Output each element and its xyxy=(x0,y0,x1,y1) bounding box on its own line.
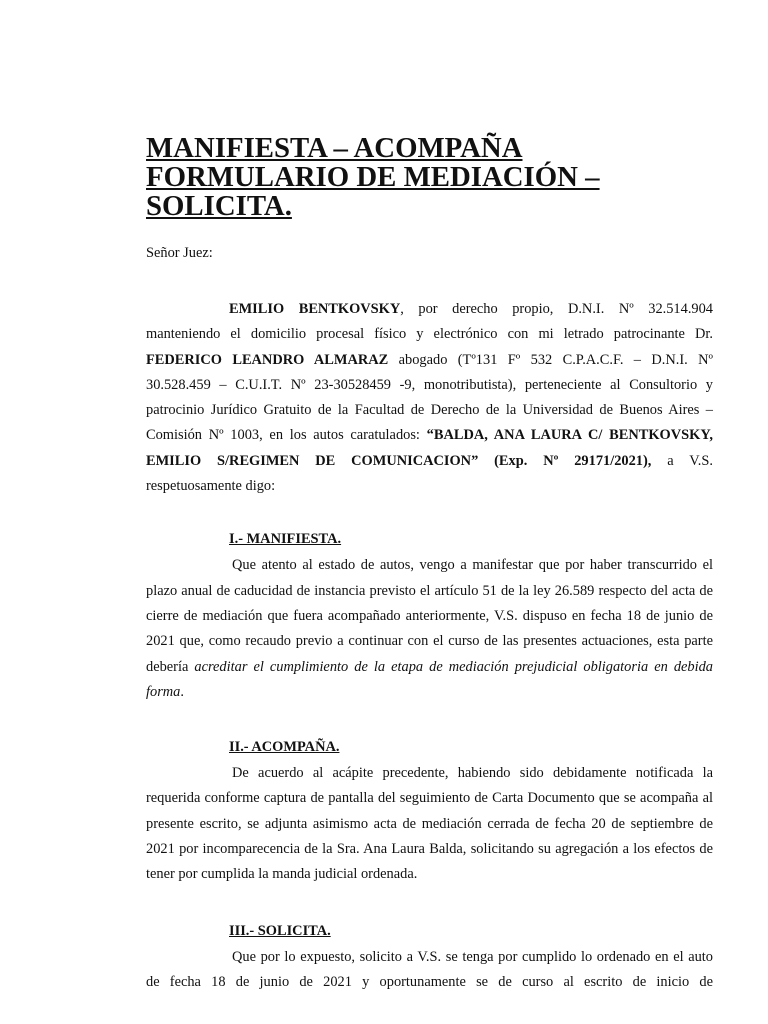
section-heading-acompana: II.- ACOMPAÑA. xyxy=(229,739,340,756)
manifiesta-text-1: Que atento al estado de autos, vengo a manifestar que por haber transcurrido el plazo anual de caducidad de instancia previsto el artículo 51 de la ley 26.589 respecto del acta de cierre de mediación que fuera acompañado anteriormente, V.S. dispuso en fecha 18 de junio de 2021 que, como recaudo previo a continuar con el curso de las presentes actuaciones, esta parte debería xyxy=(146,557,713,675)
document-title-line-1: MANIFIESTA – ACOMPAÑA FORMULARIO DE MEDIACIÓN – xyxy=(146,132,600,193)
document-title xyxy=(146,134,713,221)
case-caption: “BALDA, ANA LAURA C/ BENTKOVSKY, EMILIO S/REGIMEN DE COMUNICACION” (Exp. Nº 29171/2021), xyxy=(146,427,713,469)
section-body-manifiesta xyxy=(146,553,713,705)
section-body-acompana: De acuerdo al acápite precedente, habiendo sido debidamente notificada la requerida conforme captura de pantalla del seguimiento de Carta Documento que se acompaña al presente escrito, se adjunta asimismo acta de mediación cerrada de fecha 20 de septiembre de 2021 por incomparecencia de la Sra. Ana Laura Balda, solicitando su agregación a los efectos de tener por cumplida la manda judicial ordenada. xyxy=(146,765,713,883)
intro-text-1: , por derecho propio, D.N.I. Nº 32.514.904 manteniendo el domicilio procesal físico y electrónico con mi letrado patrocinante Dr. xyxy=(146,301,714,343)
manifiesta-italic-text: acreditar el cumplimiento de la etapa de mediación prejudicial obligatoria en debida forma xyxy=(146,658,713,700)
manifiesta-text-2: . xyxy=(180,683,184,700)
salutation: Señor Juez: xyxy=(146,245,213,261)
intro-text-2: abogado (Tº131 Fº 532 C.P.A.C.F. – D.N.I. Nº 30.528.459 – C.U.I.T. Nº 23-30528459 -9, monotributista), perteneciente al Consultorio y patrocinio Jurídico Gratuito de la Facultad de Derecho de la Universidad de Buenos Aires – Comisión Nº 1003, en los autos caratulados: xyxy=(146,351,713,444)
section-body-solicita: Que por lo expuesto, solicito a V.S. se tenga por cumplido lo ordenado en el auto de fecha 18 de junio de 2021 y oportunamente se de curso al escrito de inicio de xyxy=(146,948,713,990)
document-title-line-2: SOLICITA. xyxy=(146,190,292,222)
intro-paragraph xyxy=(146,297,713,499)
party-name: EMILIO BENTKOVSKY xyxy=(229,301,401,317)
section-heading-manifiesta: I.- MANIFIESTA. xyxy=(229,531,342,548)
intro-text-3: a V.S. respetuosamente digo: xyxy=(146,452,713,495)
section-heading-solicita: III.- SOLICITA. xyxy=(229,922,331,939)
lawyer-name: FEDERICO LEANDRO ALMARAZ xyxy=(146,351,389,368)
